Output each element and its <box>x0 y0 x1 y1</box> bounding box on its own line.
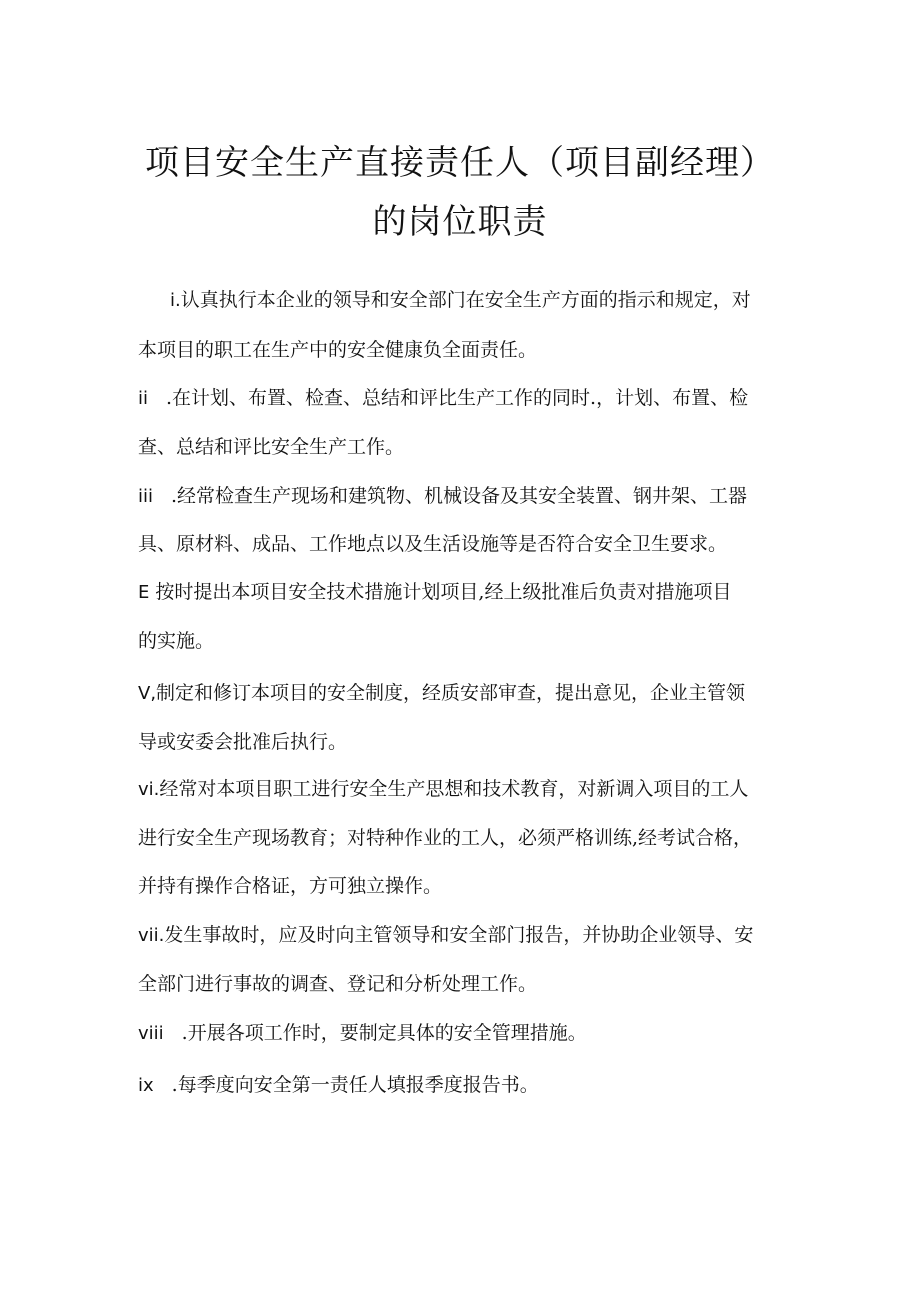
item-text: .每季度向安全第一责任人填报季度报告书。 <box>171 1074 539 1096</box>
item-marker: iii <box>138 486 154 507</box>
item-text: .开展各项工作时，要制定具体的安全管理措施。 <box>181 1022 587 1044</box>
item-7-line-1 <box>138 922 753 949</box>
item-marker: viii <box>138 1023 164 1044</box>
item-marker: ii <box>138 388 149 409</box>
item-1-line-1 <box>170 287 751 314</box>
item-6-line-3: 并持有操作合格证，方可独立操作。 <box>138 875 443 897</box>
item-text: .经常检查生产现场和建筑物、机械设备及其安全装置、钢井架、工器 <box>171 485 748 507</box>
item-9-line-1 <box>138 1072 539 1099</box>
item-4-line-2: 的实施。 <box>138 630 215 652</box>
item-5-line-2: 导或安委会批准后执行。 <box>138 731 348 753</box>
page-title-line-1: 项目安全生产直接责任人（项目副经理） <box>145 143 775 183</box>
item-7-line-2: 全部门进行事故的调查、登记和分析处理工作。 <box>138 973 538 995</box>
item-marker: i. <box>170 290 181 311</box>
item-text: 制定和修订本项目的安全制度，经质安部审查，提出意见，企业主管领 <box>156 682 746 704</box>
item-6-line-2: 进行安全生产现场教育；对特种作业的工人，必须严格训练,经考试合格， <box>138 827 753 849</box>
item-3-line-2: 具、原材料、成品、工作地点以及生活设施等是否符合安全卫生要求。 <box>138 533 728 555</box>
item-4-line-1 <box>138 579 731 606</box>
item-text: 按时提出本项目安全技术措施计划项目,经上级批准后负责对措施项目 <box>155 581 732 603</box>
item-marker: vii. <box>138 925 165 946</box>
item-5-line-1 <box>138 680 745 707</box>
item-marker: ix <box>138 1075 154 1096</box>
item-marker: vi. <box>138 779 160 800</box>
item-marker: E <box>138 582 150 603</box>
item-6-line-1 <box>138 776 748 803</box>
item-marker: V, <box>138 683 157 704</box>
item-text: 发生事故时，应及时向主管领导和安全部门报告，并协助企业领导、安 <box>164 924 754 946</box>
page-title-line-2: 的岗位职责 <box>372 202 548 242</box>
item-text: 经常对本项目职工进行安全生产思想和技术教育，对新调入项目的工人 <box>159 778 749 800</box>
item-2-line-2: 查、总结和评比安全生产工作。 <box>138 436 405 458</box>
item-2-line-1 <box>138 385 748 412</box>
item-text: .在计划、布置、检查、总结和评比生产工作的同时.，计划、布置、检 <box>166 387 749 409</box>
item-1-line-2: 本项目的职工在生产中的安全健康负全面责任。 <box>138 339 538 361</box>
item-text: 认真执行本企业的领导和安全部门在安全生产方面的指示和规定，对 <box>180 289 751 311</box>
item-8-line-1 <box>138 1020 587 1047</box>
item-3-line-1 <box>138 483 747 510</box>
